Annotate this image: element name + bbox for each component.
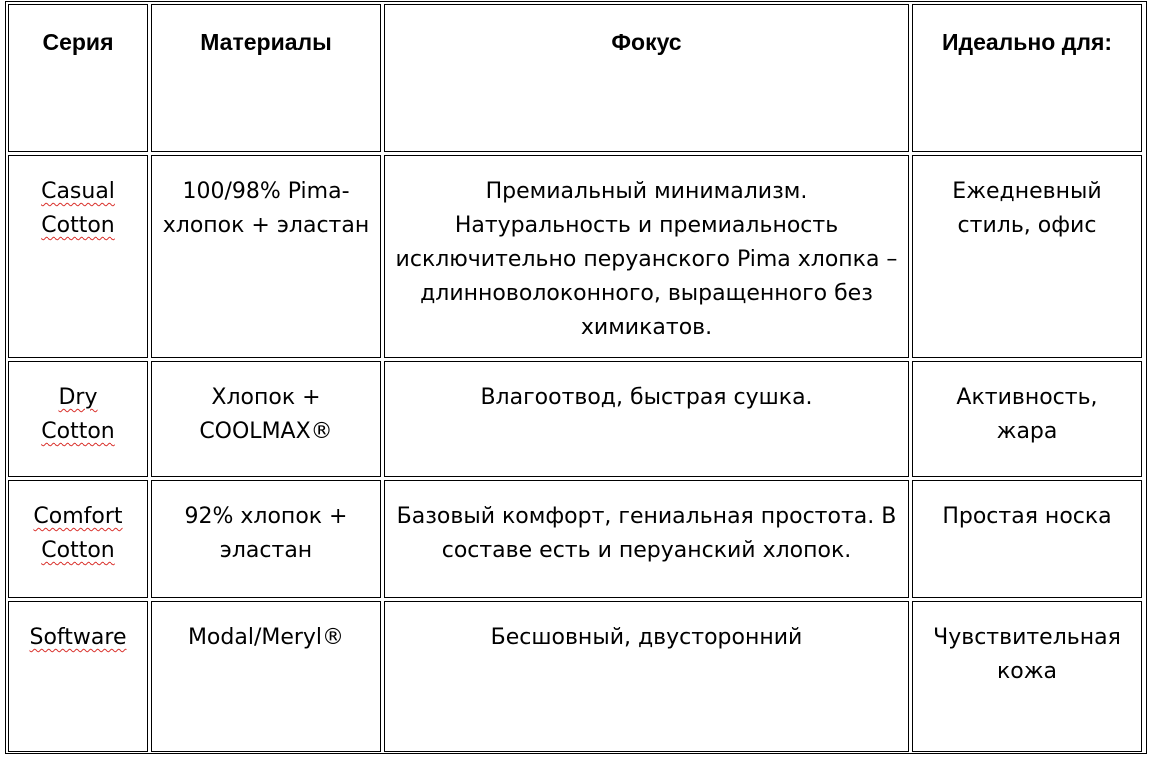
- series-name: Software: [29, 625, 127, 650]
- series-name: Dry Cotton: [41, 385, 115, 444]
- cell-materials: Modal/Meryl®: [151, 601, 381, 752]
- header-focus: Фокус: [384, 4, 909, 152]
- header-series: Серия: [8, 4, 148, 152]
- cell-series: [8, 155, 148, 358]
- cell-series: [8, 601, 148, 752]
- header-materials: Материалы: [151, 4, 381, 152]
- table-row: [8, 480, 1142, 598]
- cell-ideal-for: Активность, жара: [912, 361, 1142, 477]
- cell-focus: Базовый комфорт, гениальная простота. В составе есть и перуанский хлопок.: [384, 480, 909, 598]
- table-row: [8, 361, 1142, 477]
- series-name: Comfort Cotton: [33, 504, 123, 563]
- cell-focus: Влагоотвод, быстрая сушка.: [384, 361, 909, 477]
- cell-series: [8, 480, 148, 598]
- cell-series: [8, 361, 148, 477]
- cell-materials: 100/98% Pima-хлопок + эластан: [151, 155, 381, 358]
- header-row: [8, 4, 1142, 152]
- cell-ideal-for: Ежедневный стиль, офис: [912, 155, 1142, 358]
- cell-ideal-for: Простая носка: [912, 480, 1142, 598]
- cell-focus: Бесшовный, двусторонний: [384, 601, 909, 752]
- series-comparison-table: [5, 1, 1145, 755]
- header-ideal-for: Идеально для:: [912, 4, 1142, 152]
- table-row: [8, 155, 1142, 358]
- cell-materials: 92% хлопок + эластан: [151, 480, 381, 598]
- series-name: Casual Cotton: [41, 179, 115, 238]
- cell-focus: Премиальный минимализм. Натуральность и премиальность исключительно перуанского Pima хлопка – длинноволоконного, выращенного без химикатов.: [384, 155, 909, 358]
- cell-ideal-for: Чувствительная кожа: [912, 601, 1142, 752]
- table-row: [8, 601, 1142, 752]
- cell-materials: Хлопок + COOLMAX®: [151, 361, 381, 477]
